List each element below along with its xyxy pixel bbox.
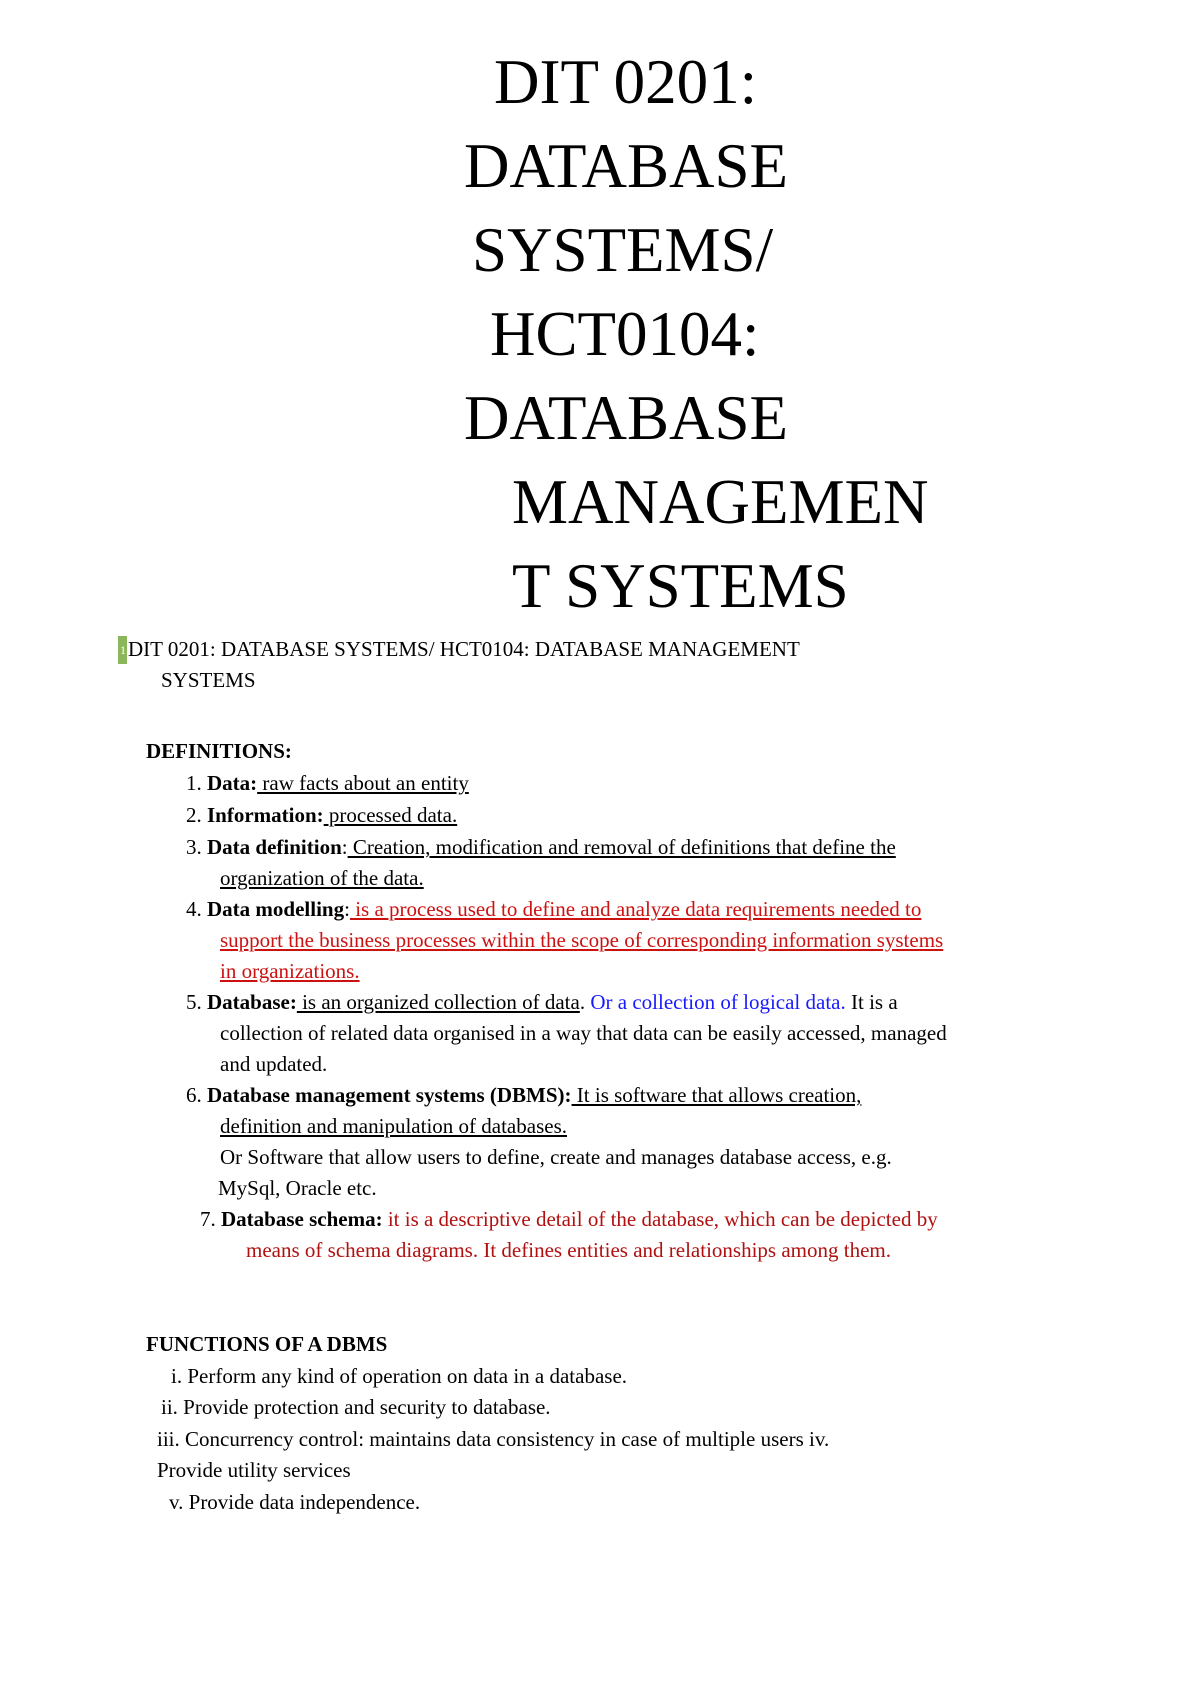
- item-number: 1.: [186, 771, 202, 795]
- definition-term: Data modelling: [207, 897, 345, 921]
- definition-text: raw facts about an entity: [257, 771, 469, 795]
- definition-item: [186, 832, 896, 862]
- item-number: 7.: [200, 1207, 216, 1231]
- function-item: iii. Concurrency control: maintains data consistency in case of multiple users iv.: [157, 1427, 830, 1451]
- item-number: 5.: [186, 990, 202, 1014]
- comment-marker-number: 1: [120, 643, 126, 657]
- definition-text: definition and manipulation of databases.: [220, 1114, 567, 1138]
- definition-item: [186, 894, 921, 924]
- item-number: 6.: [186, 1083, 202, 1107]
- definition-item: [200, 1204, 938, 1234]
- definition-text: Or Software that allow users to define, create and manages database access, e.g.: [220, 1145, 892, 1169]
- functions-heading: FUNCTIONS OF A DBMS: [146, 1332, 388, 1356]
- definition-alt-text: Or a collection of logical data.: [585, 990, 846, 1014]
- definition-term: Data:: [207, 771, 258, 795]
- definition-period: .: [579, 990, 586, 1014]
- definition-item: [186, 768, 469, 798]
- item-number: 2.: [186, 803, 202, 827]
- definition-item: [186, 1080, 861, 1110]
- header-line-2: SYSTEMS: [161, 668, 256, 692]
- definition-item: [186, 987, 898, 1017]
- definition-text: is an organized collection of data: [296, 990, 580, 1014]
- definition-colon: :: [344, 897, 350, 921]
- definition-text: It is a: [845, 990, 898, 1014]
- definition-text: it is a descriptive detail of the database, which can be depicted by: [382, 1207, 938, 1231]
- definition-text: It is software that allows creation,: [571, 1083, 862, 1107]
- item-number: 3.: [186, 835, 202, 859]
- definition-colon: :: [341, 835, 348, 859]
- definition-item: [186, 800, 457, 830]
- function-item: Provide utility services: [157, 1458, 351, 1482]
- definition-text: Creation, modification and removal of definitions that define the: [347, 835, 896, 859]
- title-line: HCT0104:: [490, 299, 760, 369]
- definition-term: Information:: [207, 803, 324, 827]
- definition-term: Database:: [207, 990, 297, 1014]
- definition-text: MySql, Oracle etc.: [218, 1176, 377, 1200]
- function-item: v. Provide data independence.: [169, 1490, 421, 1514]
- title-line: MANAGEMEN: [512, 467, 929, 537]
- title-line: SYSTEMS/: [472, 215, 774, 285]
- definition-text: is a process used to define and analyze data requirements needed to: [349, 897, 922, 921]
- definition-term: Data definition: [207, 835, 342, 859]
- comment-marker: [118, 636, 127, 664]
- definition-text: support the business processes within the scope of corresponding information systems: [220, 928, 944, 952]
- definitions-heading: DEFINITIONS:: [146, 739, 292, 763]
- definition-text: means of schema diagrams. It defines entities and relationships among them.: [246, 1238, 891, 1262]
- definition-text: and updated.: [220, 1052, 328, 1076]
- header-line-1: DIT 0201: DATABASE SYSTEMS/ HCT0104: DATABASE MANAGEMENT: [128, 637, 800, 661]
- definition-term: Database schema:: [221, 1207, 383, 1231]
- title-line: DATABASE: [464, 131, 788, 201]
- title-line: T SYSTEMS: [512, 551, 849, 621]
- title-line: DIT 0201:: [494, 47, 758, 117]
- definition-text: processed data.: [323, 803, 458, 827]
- function-item: ii. Provide protection and security to database.: [161, 1395, 551, 1419]
- function-item: i. Perform any kind of operation on data in a database.: [171, 1364, 628, 1388]
- definition-text: collection of related data organised in a way that data can be easily accessed, managed: [220, 1021, 947, 1045]
- item-number: 4.: [186, 897, 202, 921]
- definition-text: organization of the data.: [220, 866, 424, 890]
- title-line: DATABASE: [464, 383, 788, 453]
- definition-text: in organizations.: [220, 959, 360, 983]
- definition-term: Database management systems (DBMS):: [207, 1083, 572, 1107]
